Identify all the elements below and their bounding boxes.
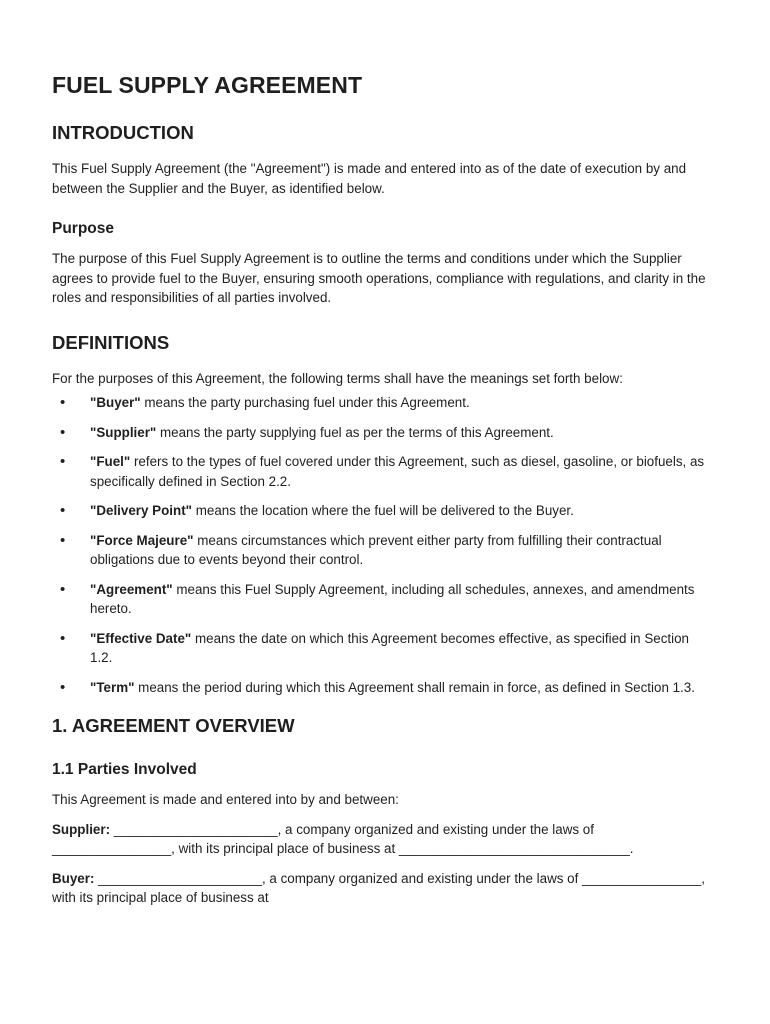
definition-term: "Supplier" bbox=[90, 424, 157, 440]
buyer-clause bbox=[52, 869, 710, 908]
bullet-icon: • bbox=[60, 394, 66, 411]
definitions-list bbox=[52, 393, 710, 697]
parties-involved-heading: 1.1 Parties Involved bbox=[52, 761, 197, 778]
definition-item bbox=[52, 393, 710, 413]
definition-term: "Term" bbox=[90, 679, 135, 695]
definition-item bbox=[52, 629, 710, 668]
bullet-icon: • bbox=[60, 531, 66, 549]
bullet-icon: • bbox=[60, 453, 66, 470]
definition-item bbox=[52, 501, 710, 521]
definition-text: means circumstances which prevent either party from fulfilling their contractual obligations due to events beyond their control. bbox=[90, 532, 662, 567]
buyer-text: ______________________, a company organized and existing under the laws of ________________, with its principal place of business at bbox=[52, 870, 705, 905]
document-title: FUEL SUPPLY AGREEMENT bbox=[52, 72, 363, 98]
bullet-icon: • bbox=[60, 629, 66, 647]
definitions-heading: DEFINITIONS bbox=[52, 331, 170, 353]
bullet-icon: • bbox=[60, 423, 66, 441]
definition-text: means the period during which this Agreement shall remain in force, as defined in Section 1.3. bbox=[134, 679, 695, 695]
bullet-icon: • bbox=[60, 678, 66, 696]
purpose-text: The purpose of this Fuel Supply Agreement is to outline the terms and conditions under which the Supplier agrees to provide fuel to the Buyer, ensuring smooth operations, compliance with regulations, and clarity in the roles and responsibilities of all parties involved. bbox=[52, 251, 706, 305]
introduction-heading: INTRODUCTION bbox=[52, 122, 194, 143]
definition-term: "Fuel" bbox=[90, 454, 131, 469]
definition-text: means the party purchasing fuel under this Agreement. bbox=[140, 395, 470, 410]
definition-term: "Force Majeure" bbox=[90, 532, 194, 548]
parties-lead: This Agreement is made and entered into by and between: bbox=[52, 792, 399, 807]
supplier-label: Supplier: bbox=[52, 821, 111, 837]
definition-item bbox=[52, 423, 710, 443]
definition-text: refers to the types of fuel covered under this Agreement, such as diesel, gasoline, or biofuels, as specifically defined in Section 2.2. bbox=[90, 454, 705, 489]
definition-text: means the date on which this Agreement becomes effective, as specified in Section 1.2. bbox=[90, 630, 689, 665]
definition-item bbox=[52, 678, 710, 698]
definition-item bbox=[52, 531, 710, 570]
definition-text: means the party supplying fuel as per the terms of this Agreement. bbox=[156, 424, 554, 440]
definition-term: "Effective Date" bbox=[90, 630, 192, 646]
definition-text: means this Fuel Supply Agreement, including all schedules, annexes, and amendments hereto. bbox=[90, 581, 695, 616]
definition-term: "Delivery Point" bbox=[90, 503, 192, 518]
definitions-lead: For the purposes of this Agreement, the following terms shall have the meanings set forth below: bbox=[52, 370, 623, 386]
definition-term: "Buyer" bbox=[90, 395, 141, 410]
bullet-icon: • bbox=[60, 502, 66, 519]
definition-text: means the location where the fuel will be delivered to the Buyer. bbox=[192, 503, 574, 518]
supplier-clause bbox=[52, 820, 710, 859]
definition-term: "Agreement" bbox=[90, 581, 173, 597]
definition-item bbox=[52, 580, 710, 619]
agreement-overview-heading: 1. AGREEMENT OVERVIEW bbox=[52, 715, 295, 736]
supplier-text: ______________________, a company organized and existing under the laws of ________________, with its principal place of business at _______________________________. bbox=[52, 821, 634, 856]
definition-item bbox=[52, 452, 710, 491]
buyer-label: Buyer: bbox=[52, 870, 95, 886]
introduction-text: This Fuel Supply Agreement (the "Agreement") is made and entered into as of the date of execution by and between the Supplier and the Buyer, as identified below. bbox=[52, 161, 687, 196]
purpose-heading: Purpose bbox=[52, 220, 115, 237]
bullet-icon: • bbox=[60, 580, 66, 598]
